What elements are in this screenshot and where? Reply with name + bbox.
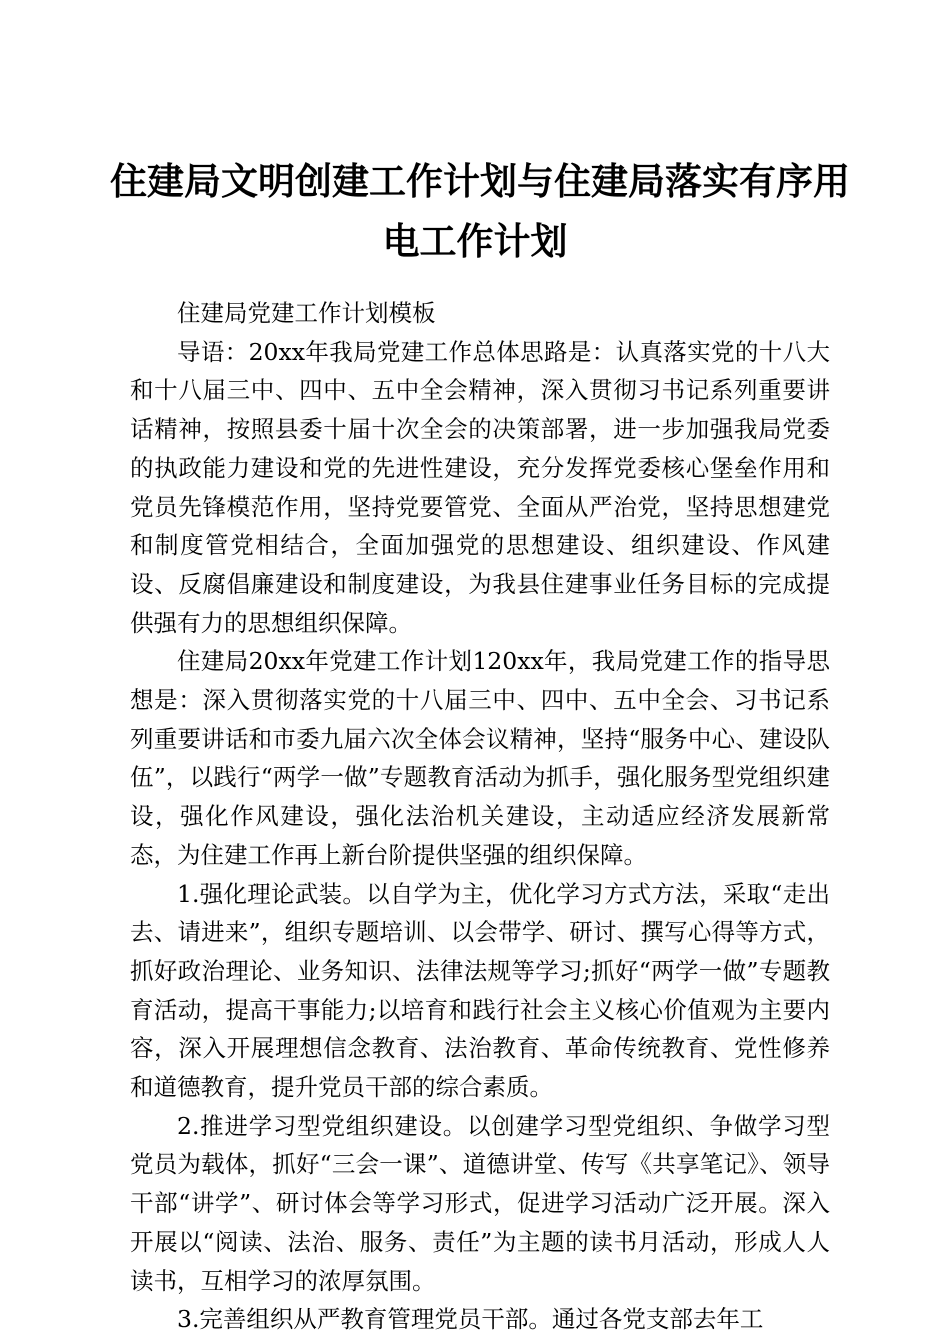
intro-paragraph: 导语：20xx年我局党建工作总体思路是：认真落实党的十八大和十八届三中、四中、五中全会精神，深入贯彻习书记系列重要讲话精神，按照县委十届十次全会的决策部署，进一步加强我局党委的执政能力建设和党的先进性建设，充分发挥党委核心堡垒作用和党员先锋模范作用，坚持党要管党、全面从严治党，坚持思想建党和制度管党相结合，全面加强党的思想建设、组织建设、作风建设、反腐倡廉建设和制度建设，为我县住建事业任务目标的完成提供强有力的思想组织保障。	[130, 337, 830, 637]
item-2-paragraph: 2.推进学习型党组织建设。以创建学习型党组织、争做学习型党员为载体，抓好“三会一课”、道德讲堂、传写《共享笔记》、领导干部“讲学”、研讨体会等学习形式，促进学习活动广泛开展。深入开展以“阅读、法治、服务、责任”为主题的读书月活动，形成人人读书，互相学习的浓厚氛围。	[130, 1111, 830, 1295]
item-3-paragraph: 3.完善组织从严教育管理党员干部。通过各党支部去年工	[177, 1305, 764, 1334]
guiding-thought-paragraph: 住建局20xx年党建工作计划120xx年，我局党建工作的指导思想是：深入贯彻落实党的十八届三中、四中、五中全会、习书记系列重要讲话和市委九届六次全体会议精神，坚持“服务中心、建设队伍”，以践行“两学一做”专题教育活动为抓手，强化服务型党组织建设，强化作风建设，强化法治机关建设，主动适应经济发展新常态，为住建工作再上新台阶提供坚强的组织保障。	[130, 647, 830, 869]
document-body	[130, 294, 830, 1339]
document-title-line-2: 电工作计划	[382, 220, 568, 263]
item-1-paragraph: 1.强化理论武装。以自学为主，优化学习方式方法，采取“走出去、请进来”，组织专题培训、以会带学、研讨、撰写心得等方式，抓好政治理论、业务知识、法律法规等学习;抓好“两学一做”专题教育活动，提高干事能力;以培育和践行社会主义核心价值观为主要内容，深入开展理想信念教育、法治教育、革命传统教育、党性修养和道德教育，提升党员干部的综合素质。	[130, 879, 830, 1102]
subtitle-paragraph: 住建局党建工作计划模板	[177, 299, 436, 327]
document-title-line-1: 住建局文明创建工作计划与住建局落实有序用	[110, 160, 850, 203]
